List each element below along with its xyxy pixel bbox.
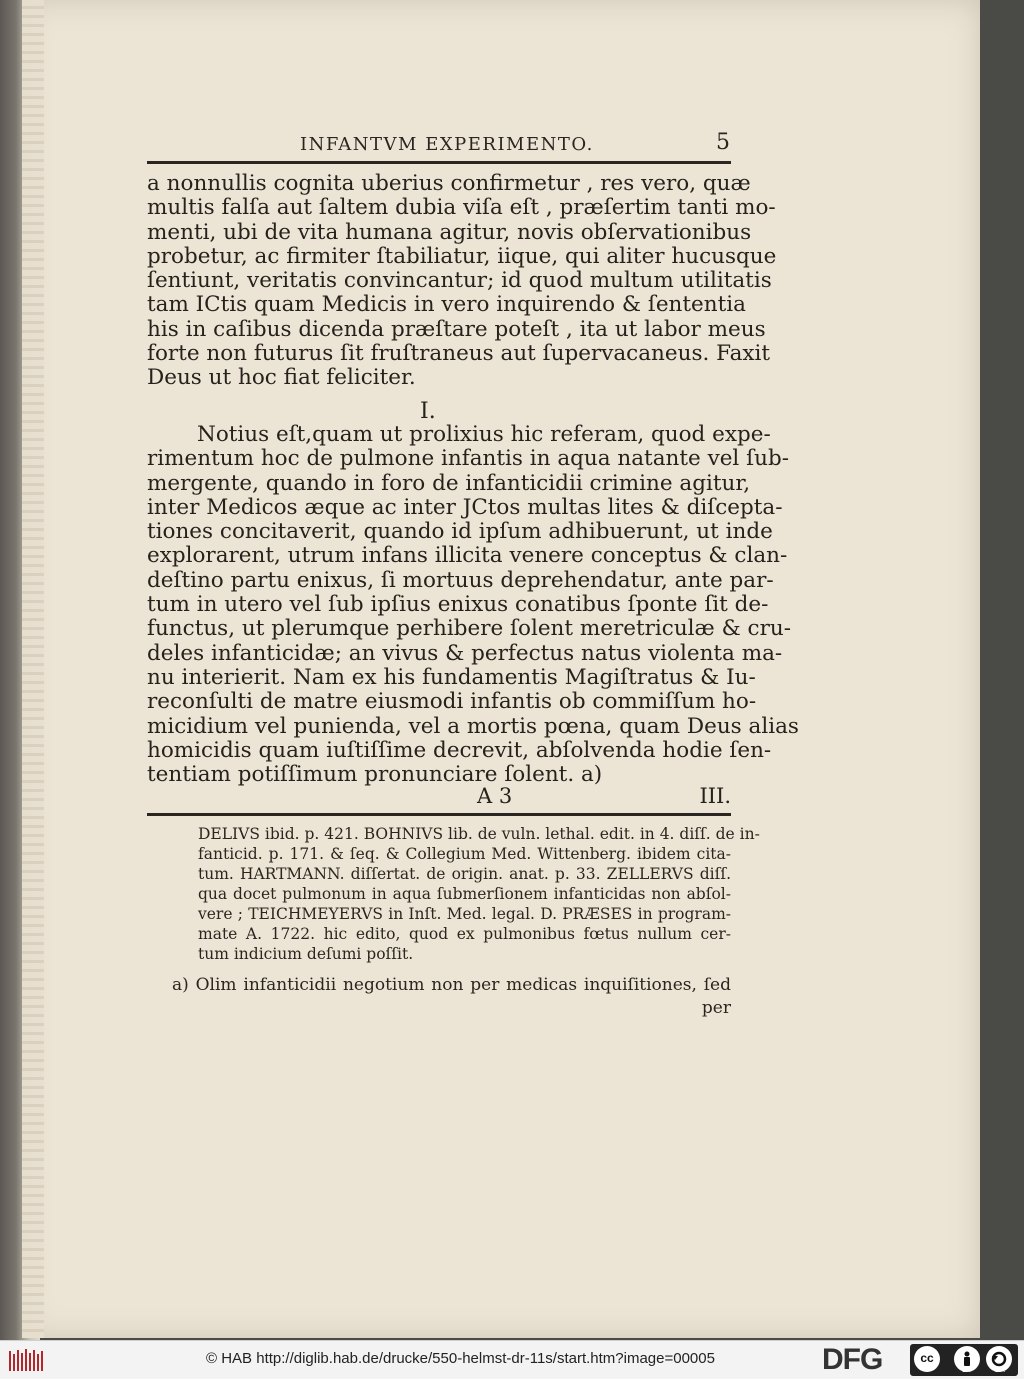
body-line: deles infanticidæ; an vivus & perfectus natus violenta ma- bbox=[147, 640, 783, 666]
body-line: ſentiunt, veritatis convincantur; id quod multum utilitatis bbox=[147, 268, 772, 294]
body-line: explorarent, utrum infans illicita venere conceptus & clan- bbox=[147, 543, 788, 569]
page-number: 5 bbox=[716, 130, 730, 155]
footnote-continued bbox=[198, 824, 760, 964]
body-line: Notius eſt,quam ut prolixius hic referam, quod expe- bbox=[197, 422, 771, 447]
footnote-line: mate A. 1722. hic edito, quod ex pulmonibus fœtus nullum cer- bbox=[198, 925, 731, 943]
body-line: tum in utero vel ſub ipſius enixus conatibus ſponte ſit de- bbox=[147, 592, 769, 618]
footnote-line: qua docet pulmonum in aqua ſubmerſionem infanticidas non abſol- bbox=[198, 885, 731, 903]
header-rule bbox=[147, 161, 731, 164]
viewer-footer bbox=[0, 1340, 1024, 1379]
running-head bbox=[290, 130, 740, 162]
body-line: Deus ut hoc fiat feliciter. bbox=[147, 365, 416, 391]
copyright-url[interactable]: © HAB http://diglib.hab.de/drucke/550-helmst-dr-11s/start.htm?image=00005 bbox=[206, 1350, 715, 1367]
footnote-a bbox=[172, 974, 731, 1020]
page-gutter bbox=[22, 0, 44, 1338]
dfg-logo: DFG bbox=[822, 1343, 883, 1376]
footnote-rule bbox=[147, 813, 731, 816]
body-line: rimentum hoc de pulmone infantis in aqua natante vel ſub- bbox=[147, 446, 789, 472]
footnote-line: per bbox=[701, 998, 731, 1018]
footnote-line: vere ; TEICHMEYERVS in Inſt. Med. legal. D. PRÆSES in program- bbox=[198, 905, 731, 923]
cc-by-sa-badge[interactable] bbox=[910, 1344, 1018, 1376]
body-line: reconſulti de matre eiusmodi infantis ob commiſſum ho- bbox=[147, 689, 757, 715]
signature-line bbox=[147, 784, 731, 812]
footnote-line: a) Olim infanticidii negotium non per medicas inquiſitiones, ſed bbox=[172, 975, 731, 995]
hab-logo-icon bbox=[6, 1345, 46, 1375]
license-sa-label: SA bbox=[994, 1365, 1005, 1374]
body-text-section bbox=[147, 422, 799, 788]
body-line: nu interierit. Nam ex his fundamentis Magiſtratus & Iu- bbox=[147, 664, 756, 690]
body-line: multis falſa aut ſaltem dubia viſa eſt , præſertim tanti mo- bbox=[147, 195, 776, 221]
footnote-line: tum. HARTMANN. diſſertat. de origin. anat. p. 33. ZELLERVS diſſ. bbox=[198, 865, 731, 883]
body-line: tam ICtis quam Medicis in vero inquirendo & ſententia bbox=[147, 292, 746, 318]
body-line: his in caſibus dicenda præſtare poteſt , ita ut labor meus bbox=[147, 316, 766, 342]
body-line: homicidis quam iuſtiſſime decrevit, abſolvenda hodie ſen- bbox=[147, 737, 772, 763]
footnote-line: DELIVS ibid. p. 421. BOHNIVS lib. de vuln. lethal. edit. in 4. diſſ. de in- bbox=[198, 825, 760, 843]
footnote-line: fanticid. p. 171. & ſeq. & Collegium Med. Wittenberg. ibidem cita- bbox=[198, 845, 731, 863]
running-title: INFANTVM EXPERIMENTO. bbox=[300, 134, 594, 155]
footnote-line: tum indicium deſumi poſſit. bbox=[198, 945, 414, 963]
body-line: tiones concitaverit, quando id ipſum adhibuerunt, ut inde bbox=[147, 519, 773, 545]
section-number: I. bbox=[420, 399, 436, 424]
body-line: micidium vel punienda, vel a mortis pœna, quam Deus alias bbox=[147, 713, 799, 739]
printer-signature: A 3 bbox=[477, 784, 513, 808]
body-line: functus, ut plerumque perhibere ſolent meretriculæ & cru- bbox=[147, 616, 791, 642]
cc-icon: cc bbox=[914, 1346, 940, 1372]
body-line: probetur, ac firmiter ſtabiliatur, iique, qui aliter hucusque bbox=[147, 243, 777, 269]
body-line: deſtino partu enixus, ſi mortuus deprehendatur, ante par- bbox=[147, 567, 774, 593]
body-line: a nonnullis cognita uberius confirmetur , res vero, quæ bbox=[147, 171, 751, 196]
catchword: III. bbox=[699, 784, 731, 808]
body-text-top bbox=[147, 171, 777, 391]
body-line: menti, ubi de vita humana agitur, novis obſervationibus bbox=[147, 219, 752, 245]
body-line: forte non futurus ſit fruſtraneus aut ſupervacaneus. Faxit bbox=[147, 341, 771, 367]
license-by-label: BY bbox=[962, 1365, 973, 1374]
body-line: tentiam potiſſimum pronunciare ſolent. a) bbox=[147, 762, 603, 788]
body-line: mergente, quando in foro de infanticidii crimine agitur, bbox=[147, 470, 751, 496]
body-line: inter Medicos æque ac inter JCtos multas lites & diſcepta- bbox=[147, 494, 783, 520]
